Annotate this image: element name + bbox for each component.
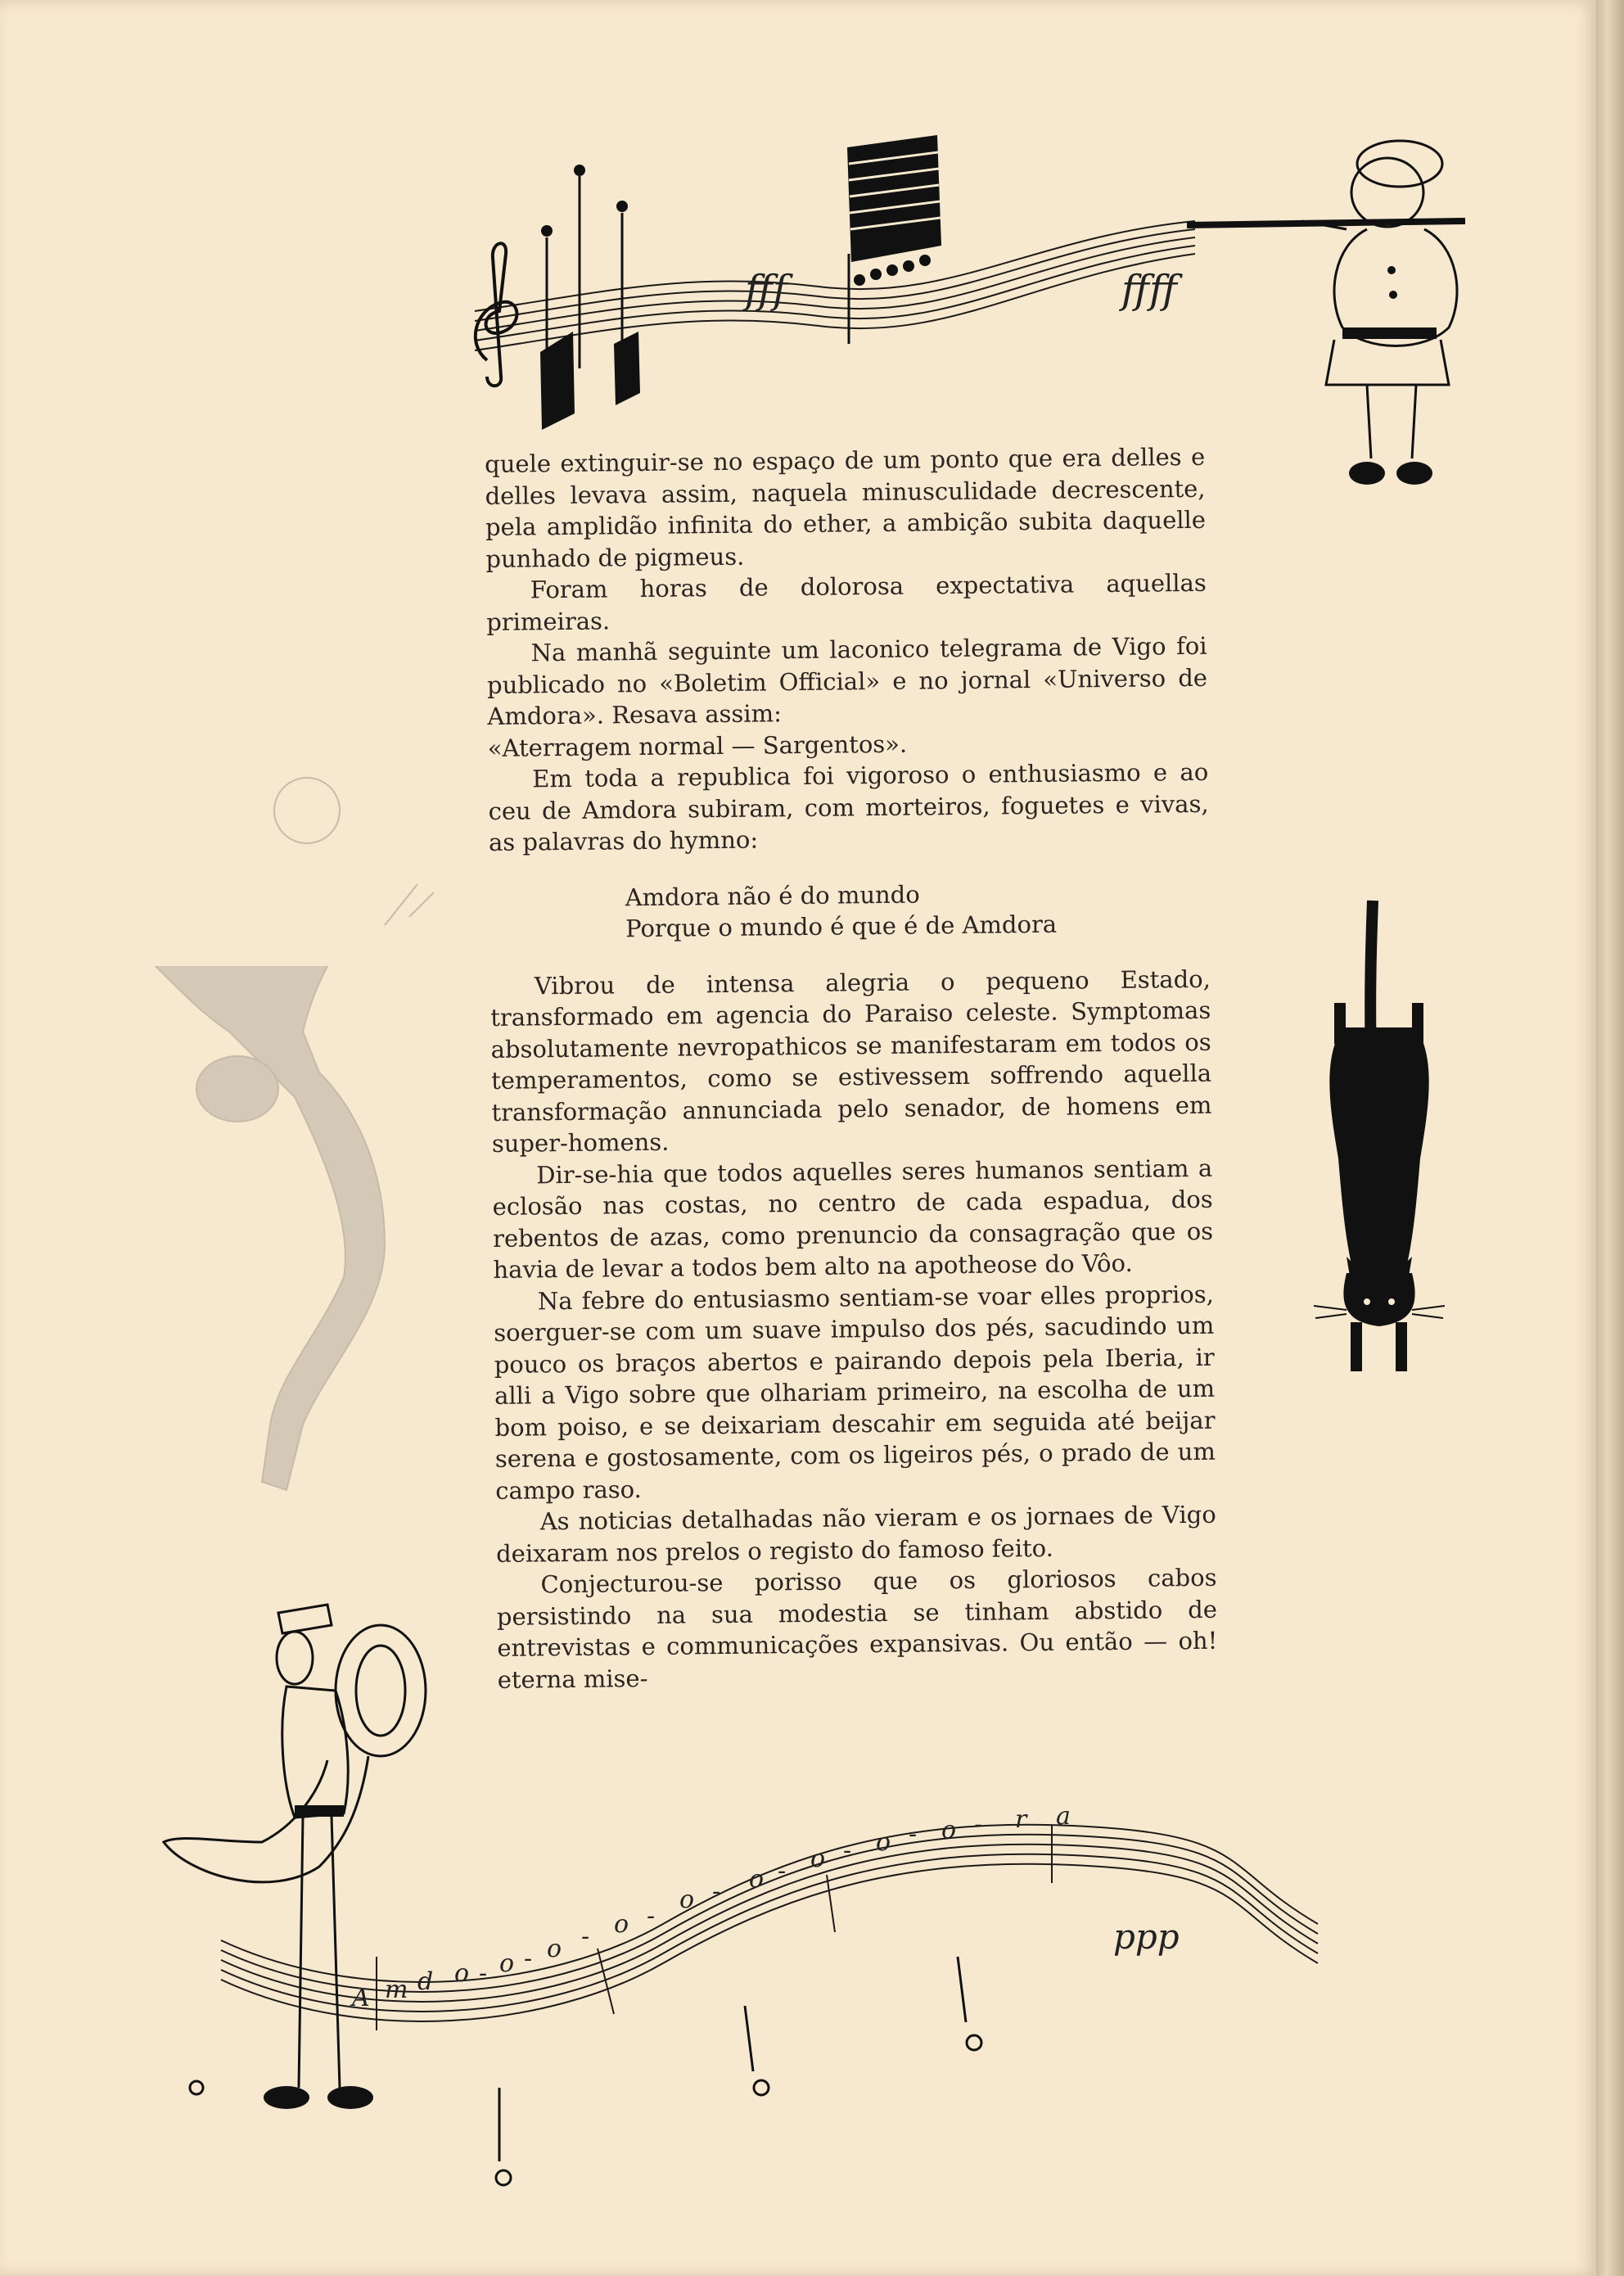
- lyric-letter: -: [524, 1944, 533, 1973]
- lyric-letter: o: [941, 1816, 957, 1845]
- paragraph: Dir-se-hia que todos aquelles seres humanos sentiam a eclosão nas costas, no centro de cada espadua, dos rebentos de azas, como prenuncio da consagração que os havia de levar a todos bem alto na apotheose do Vôo.: [492, 1154, 1214, 1284]
- paragraph: quele extinguir-se no espaço de um ponto que era delles e delles levava assim, naquela minusculidade decrescente, pela amplidão infinita do ether, a ambição subita daquelle punhado de pigmeus.: [485, 442, 1207, 573]
- lyric-letter: o: [876, 1828, 891, 1857]
- paragraph: Conjecturou-se porisso que os gloriosos cabos persistindo na sua modestia se tinham abstido de entrevistas e communicações expansivas. Ou então — oh! eterna mise-: [496, 1563, 1218, 1694]
- lyric-letter: -: [909, 1820, 918, 1849]
- lyric-letter: a: [1056, 1802, 1071, 1831]
- lyric-letter: -: [778, 1857, 787, 1885]
- lyric-letter: o: [749, 1865, 765, 1894]
- lyric-letter: o: [810, 1845, 826, 1873]
- lyric-letter: r: [1015, 1805, 1027, 1834]
- lyric-letter: o: [614, 1910, 629, 1939]
- paragraph: Na manhã seguinte um laconico telegrama de Vigo foi publicado no «Boletim Official» e no jornal «Universo de Amdora». Resava assim:: [486, 631, 1208, 730]
- lyric-letter: o: [679, 1885, 695, 1914]
- ppp-mark: ppp: [1113, 1917, 1180, 1957]
- lyric-letter: -: [647, 1902, 656, 1931]
- lyric-letter: -: [581, 1922, 590, 1951]
- lyric-letter: -: [712, 1877, 721, 1906]
- paragraph: Na febre do entusiasmo sentiam-se voar elles proprios, soerguer-se com um suave impulso dos pés, sacudindo um pouco os braços abertos e pairando depois pela Iberia, ir alli a Vigo sobre que olhariam primeiro, na escolha de um bom poiso, e se deixariam descahir em seguida até beijar serena e gostosamente, com os ligeiros pés, o prado de um campo raso.: [494, 1280, 1216, 1505]
- hymn-verse: [625, 875, 1211, 944]
- lyric-letter: -: [974, 1810, 983, 1839]
- lyric-letter: o: [454, 1959, 470, 1988]
- paragraph: Em toda a republica foi vigoroso o enthusiasmo e ao ceu de Amdora subiram, com morteiros, foguetes e vivas, as palavras do hymno:: [488, 757, 1209, 856]
- lyric-letter: A: [352, 1984, 370, 2012]
- verse-line: Amdora não é do mundo: [625, 879, 920, 911]
- ffff-mark: ffff: [1121, 267, 1178, 313]
- paragraph: As noticias detalhadas não vieram e os jornaes de Vigo deixaram nos prelos o registo do famoso feito.: [495, 1500, 1216, 1568]
- verse-line: Porque o mundo é que é de Amdora: [625, 910, 1058, 943]
- article-text: [485, 441, 1218, 1696]
- faded-dancer-illustration: [139, 720, 434, 1523]
- paragraph: «Aterragem normal — Sargentos».: [487, 729, 908, 762]
- fff-mark: fff: [745, 267, 787, 313]
- lyric-letter: d: [417, 1967, 434, 1996]
- lyric-letter: -: [843, 1836, 852, 1865]
- lyric-letter: o: [499, 1949, 515, 1978]
- paragraph: Vibrou de intensa alegria o pequeno Estado, transformado em agencia do Paraiso celeste. Symptomas absolutamente nevropathicos se manifestaram em todos os temperamentos, como se estivessem soffrendo aquella transformação annunciada pelo senador, de homens em super-homens.: [490, 964, 1212, 1158]
- lyric-letter: m: [385, 1976, 408, 2004]
- lyric-letter: o: [547, 1935, 562, 1963]
- hanging-cat-illustration: [1314, 896, 1445, 1388]
- page-edge: [1596, 0, 1624, 2276]
- paragraph: Foram horas de dolorosa expectativa aquellas primeiras.: [486, 568, 1207, 636]
- lyric-letter: -: [479, 1959, 488, 1988]
